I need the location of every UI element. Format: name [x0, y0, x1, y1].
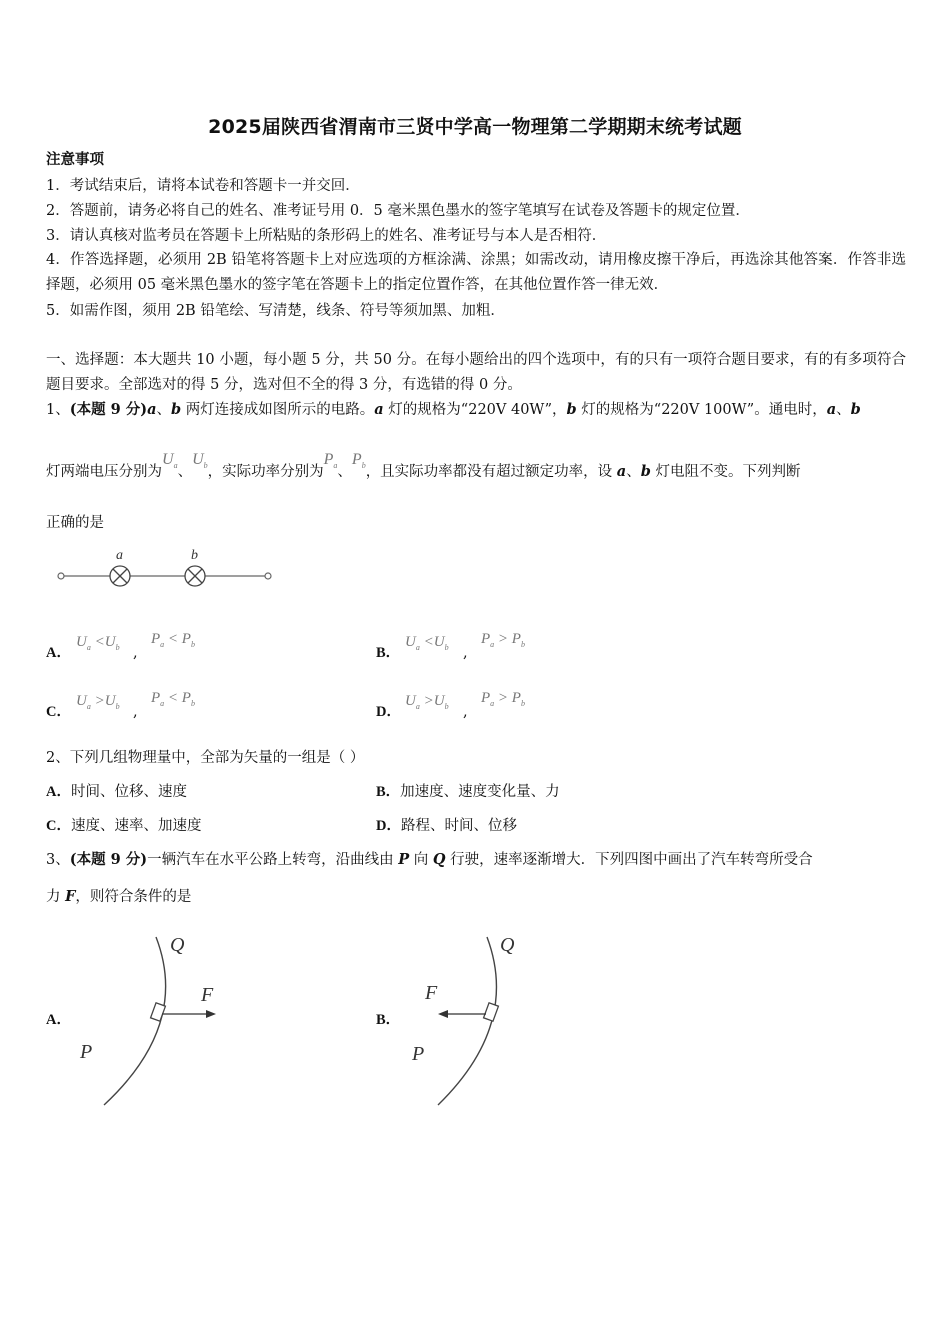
q1-option-d-comma: , [463, 704, 468, 720]
lamp-a-label: a [116, 548, 123, 563]
question-1-line-2: 灯两端电压分别为$U_a$、$U_b$，实际功率分别为$P_a$、$P_b$，且实际功率都没有超过额定功率，设 a、b 灯电阻不变。下列判断 [46, 451, 801, 480]
notice-heading: 注意事项 [46, 151, 104, 168]
q3-option-a-diagram [70, 925, 250, 1110]
arrowhead-icon [438, 1010, 448, 1018]
section-heading: 一、选择题：本大题共 10 小题，每小题 5 分，共 50 分。在每小题给出的四个选项中，有的只有一项符合题目要求，有的有多项符合题目要求。全部选对的得 5 分，选对但不全的得 3 分，有选错的得 0 分。 [46, 352, 906, 393]
q1-option-d[interactable]: D． [376, 704, 401, 720]
page-title: 2025届陕西省渭南市三贤中学高一物理第二学期期末统考试题 [208, 116, 742, 138]
q3-option-b[interactable]: B． [376, 1012, 401, 1028]
curve-path [438, 937, 496, 1105]
notice-item: 3．请认真核对监考员在答题卡上所粘贴的条形码上的姓名、准考证号与本人是否相符． [46, 228, 607, 244]
q1-option-a[interactable]: A． [46, 645, 71, 661]
curve-path [104, 937, 166, 1105]
car-icon [151, 1003, 166, 1021]
label-p: P [80, 1041, 93, 1063]
q1-option-b-expr2: $P_a > P_b$ [481, 631, 525, 649]
lamp-b-label: b [191, 548, 198, 563]
q1-option-c-comma: , [133, 704, 138, 720]
lamp-b-icon [185, 566, 205, 586]
q1-option-b[interactable]: B． [376, 645, 401, 661]
question-2: 2、下列几组物理量中，全部为矢量的一组是（ ） [46, 750, 365, 766]
q1-option-d-expr1: $U_a >U_b$ [405, 693, 449, 711]
notice-item: 5．如需作图，须用 2B 铅笔绘、写清楚，线条、符号等须加黑、加粗． [46, 303, 505, 319]
q1-option-d-expr2: $P_a > P_b$ [481, 690, 525, 708]
q1-option-c-expr1: $U_a >U_b$ [76, 693, 120, 711]
notice-item: 1．考试结束后，请将本试卷和答题卡一并交回． [46, 178, 360, 194]
q1-option-b-comma: , [463, 645, 468, 661]
q3-option-b-diagram [400, 925, 580, 1110]
q1-option-a-expr2: $P_a < P_b$ [151, 631, 195, 649]
label-f: F [201, 984, 214, 1006]
q2-option-d[interactable]: D．路程、时间、位移 [376, 818, 517, 834]
question-3-line-1: 3、(本题 9 分)一辆汽车在水平公路上转弯，沿曲线由 P 向 Q 行驶，速率逐渐增大．下列四图中画出了汽车转弯所受合 [46, 851, 813, 868]
label-q: Q [170, 934, 185, 956]
arrowhead-icon [206, 1010, 216, 1018]
notice-item: 2．答题前，请务必将自己的姓名、准考证号用 0．5 毫米黑色墨水的签字笔填写在试卷及答题卡的规定位置． [46, 203, 750, 219]
q1-option-c-expr2: $P_a < P_b$ [151, 690, 195, 708]
label-p: P [412, 1043, 425, 1065]
lamp-a-icon [110, 566, 130, 586]
notice-item: 4．作答选择题，必须用 2B 铅笔将答题卡上对应选项的方框涂满、涂黑；如需改动，请用橡皮擦干净后，再选涂其他答案．作答非选择题，必须用 05 毫米黑色墨水的签字笔在答题卡上的指定位置作答，在其他位置作答一律无效． [46, 252, 906, 293]
q1-option-a-expr1: $U_a <U_b$ [76, 634, 120, 652]
car-icon [484, 1003, 499, 1021]
question-1-line-1: 1、(本题 9 分)a、b 两灯连接成如图所示的电路。a 灯的规格为“220V 40W”，b 灯的规格为“220V 100W”。通电时，a、b [46, 401, 861, 418]
label-f: F [425, 982, 438, 1004]
question-1-line-3: 正确的是 [46, 515, 104, 531]
q1-option-a-comma: , [133, 645, 138, 661]
q2-option-c[interactable]: C．速度、速率、加速度 [46, 818, 202, 834]
question-3-line-2: 力 F，则符合条件的是 [46, 888, 192, 905]
q1-option-c[interactable]: C． [46, 704, 71, 720]
q2-option-b[interactable]: B．加速度、速度变化量、力 [376, 784, 560, 800]
circuit-diagram [52, 542, 282, 592]
q1-option-b-expr1: $U_a <U_b$ [405, 634, 449, 652]
q3-option-a[interactable]: A． [46, 1012, 71, 1028]
q2-option-a[interactable]: A．时间、位移、速度 [46, 784, 187, 800]
label-q: Q [500, 934, 515, 956]
